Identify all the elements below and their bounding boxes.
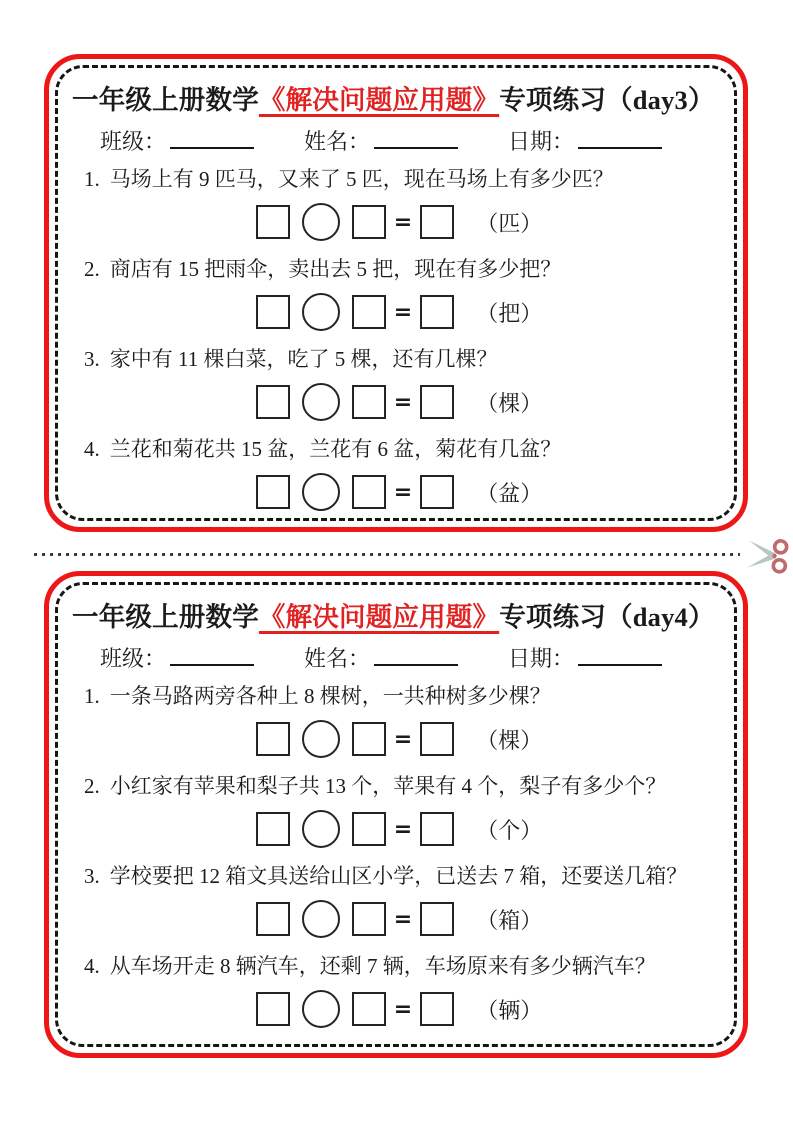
problem-number: 2. [84, 774, 100, 798]
cut-line [34, 540, 793, 574]
problem-item [72, 164, 720, 241]
equals-sign: = [393, 906, 413, 932]
problem-statement: 一条马路两旁各种上 8 棵树，一共种树多少棵？ [109, 684, 551, 708]
equation-row [72, 720, 720, 758]
class-label: 班级： [100, 646, 167, 671]
result-box [420, 812, 454, 846]
unit-label: （把） [476, 300, 543, 326]
equals-sign: = [393, 816, 413, 842]
class-label: 班级： [100, 129, 167, 154]
equals-sign: = [393, 389, 413, 415]
equation-row [72, 473, 720, 511]
operand-box [352, 385, 386, 419]
operand-box [256, 722, 290, 756]
operator-circle [302, 990, 340, 1028]
problem-statement: 家中有 11 棵白菜，吃了 5 棵，还有几棵？ [109, 347, 498, 371]
title-highlight: 《解决问题应用题》 [258, 602, 500, 632]
problem-statement: 马场上有 9 匹马，又来了 5 匹，现在马场上有多少匹？ [109, 167, 614, 191]
problem-item [72, 771, 720, 848]
equals-sign: = [393, 479, 413, 505]
equation-row [72, 383, 720, 421]
problem-text [72, 861, 720, 891]
equation-row [72, 990, 720, 1028]
worksheet-title [72, 78, 720, 117]
class-field [100, 642, 254, 673]
date-field [508, 642, 662, 673]
date-blank-line [578, 127, 662, 149]
operator-circle [302, 810, 340, 848]
result-box [420, 295, 454, 329]
problem-text [72, 951, 720, 981]
worksheet-card-day4 [44, 571, 748, 1058]
equation-row [72, 900, 720, 938]
problem-text [72, 344, 720, 374]
name-label: 姓名： [303, 129, 370, 154]
operator-circle [302, 383, 340, 421]
operand-box [256, 385, 290, 419]
problem-text [72, 164, 720, 194]
equation-row [72, 810, 720, 848]
operator-circle [302, 720, 340, 758]
unit-label: （盆） [476, 480, 543, 506]
problem-number: 1. [84, 167, 100, 191]
date-field [508, 125, 662, 156]
dotted-cut-line [34, 553, 740, 556]
result-box [420, 205, 454, 239]
problem-statement: 学校要把 12 箱文具送给山区小学，已送去 7 箱，还要送几箱？ [109, 864, 688, 888]
operand-box [256, 295, 290, 329]
operand-box [352, 812, 386, 846]
operand-box [352, 475, 386, 509]
equals-sign: = [393, 299, 413, 325]
name-field [304, 642, 458, 673]
operand-box [352, 902, 386, 936]
operand-box [256, 205, 290, 239]
operand-box [256, 812, 290, 846]
problem-item [72, 434, 720, 511]
worksheet-card-day4-inner [55, 582, 737, 1047]
problem-item [72, 681, 720, 758]
problem-statement: 商店有 15 把雨伞，卖出去 5 把，现在有多少把？ [109, 257, 562, 281]
scissors-icon [743, 531, 792, 580]
operand-box [352, 992, 386, 1026]
result-box [420, 385, 454, 419]
problem-item [72, 951, 720, 1028]
operand-box [256, 475, 290, 509]
problem-number: 2. [84, 257, 100, 281]
class-blank-line [170, 644, 254, 666]
title-suffix: 专项练习（day3） [499, 85, 715, 115]
equals-sign: = [393, 996, 413, 1022]
equals-sign: = [393, 209, 413, 235]
problem-statement: 小红家有苹果和梨子共 13 个，苹果有 4 个，梨子有多少个？ [109, 774, 667, 798]
operator-circle [302, 473, 340, 511]
result-box [420, 992, 454, 1026]
unit-label: （箱） [476, 907, 543, 933]
equation-row [72, 203, 720, 241]
operator-circle [302, 203, 340, 241]
name-blank-line [374, 644, 458, 666]
problem-number: 3. [84, 347, 100, 371]
title-prefix: 一年级上册数学 [72, 602, 259, 632]
problem-list [72, 681, 720, 1028]
result-box [420, 475, 454, 509]
header-fields [72, 642, 720, 673]
operand-box [352, 722, 386, 756]
equation-row [72, 293, 720, 331]
problem-list [72, 164, 720, 511]
date-blank-line [578, 644, 662, 666]
unit-label: （棵） [476, 727, 543, 753]
problem-text [72, 434, 720, 464]
name-field [304, 125, 458, 156]
result-box [420, 902, 454, 936]
name-label: 姓名： [303, 646, 370, 671]
equals-sign: = [393, 726, 413, 752]
problem-item [72, 861, 720, 938]
unit-label: （个） [476, 817, 543, 843]
class-field [100, 125, 254, 156]
worksheet-title [72, 595, 720, 634]
operand-box [256, 992, 290, 1026]
problem-text [72, 254, 720, 284]
result-box [420, 722, 454, 756]
name-blank-line [374, 127, 458, 149]
date-label: 日期： [507, 646, 574, 671]
problem-number: 3. [84, 864, 100, 888]
problem-text [72, 681, 720, 711]
problem-number: 4. [84, 437, 100, 461]
worksheet-card-day3 [44, 54, 748, 532]
date-label: 日期： [507, 129, 574, 154]
operator-circle [302, 293, 340, 331]
problem-item [72, 254, 720, 331]
unit-label: （辆） [476, 997, 543, 1023]
problem-statement: 从车场开走 8 辆汽车，还剩 7 辆，车场原来有多少辆汽车？ [109, 954, 656, 978]
operand-box [352, 295, 386, 329]
unit-label: （棵） [476, 390, 543, 416]
problem-number: 4. [84, 954, 100, 978]
header-fields [72, 125, 720, 156]
operand-box [256, 902, 290, 936]
title-highlight: 《解决问题应用题》 [258, 85, 500, 115]
worksheet-card-day3-inner [55, 65, 737, 521]
class-blank-line [170, 127, 254, 149]
problem-item [72, 344, 720, 421]
operator-circle [302, 900, 340, 938]
unit-label: （匹） [476, 210, 543, 236]
title-prefix: 一年级上册数学 [72, 85, 259, 115]
problem-statement: 兰花和菊花共 15 盆，兰花有 6 盆，菊花有几盆？ [109, 437, 562, 461]
problem-text [72, 771, 720, 801]
operand-box [352, 205, 386, 239]
title-suffix: 专项练习（day4） [499, 602, 715, 632]
problem-number: 1. [84, 684, 100, 708]
